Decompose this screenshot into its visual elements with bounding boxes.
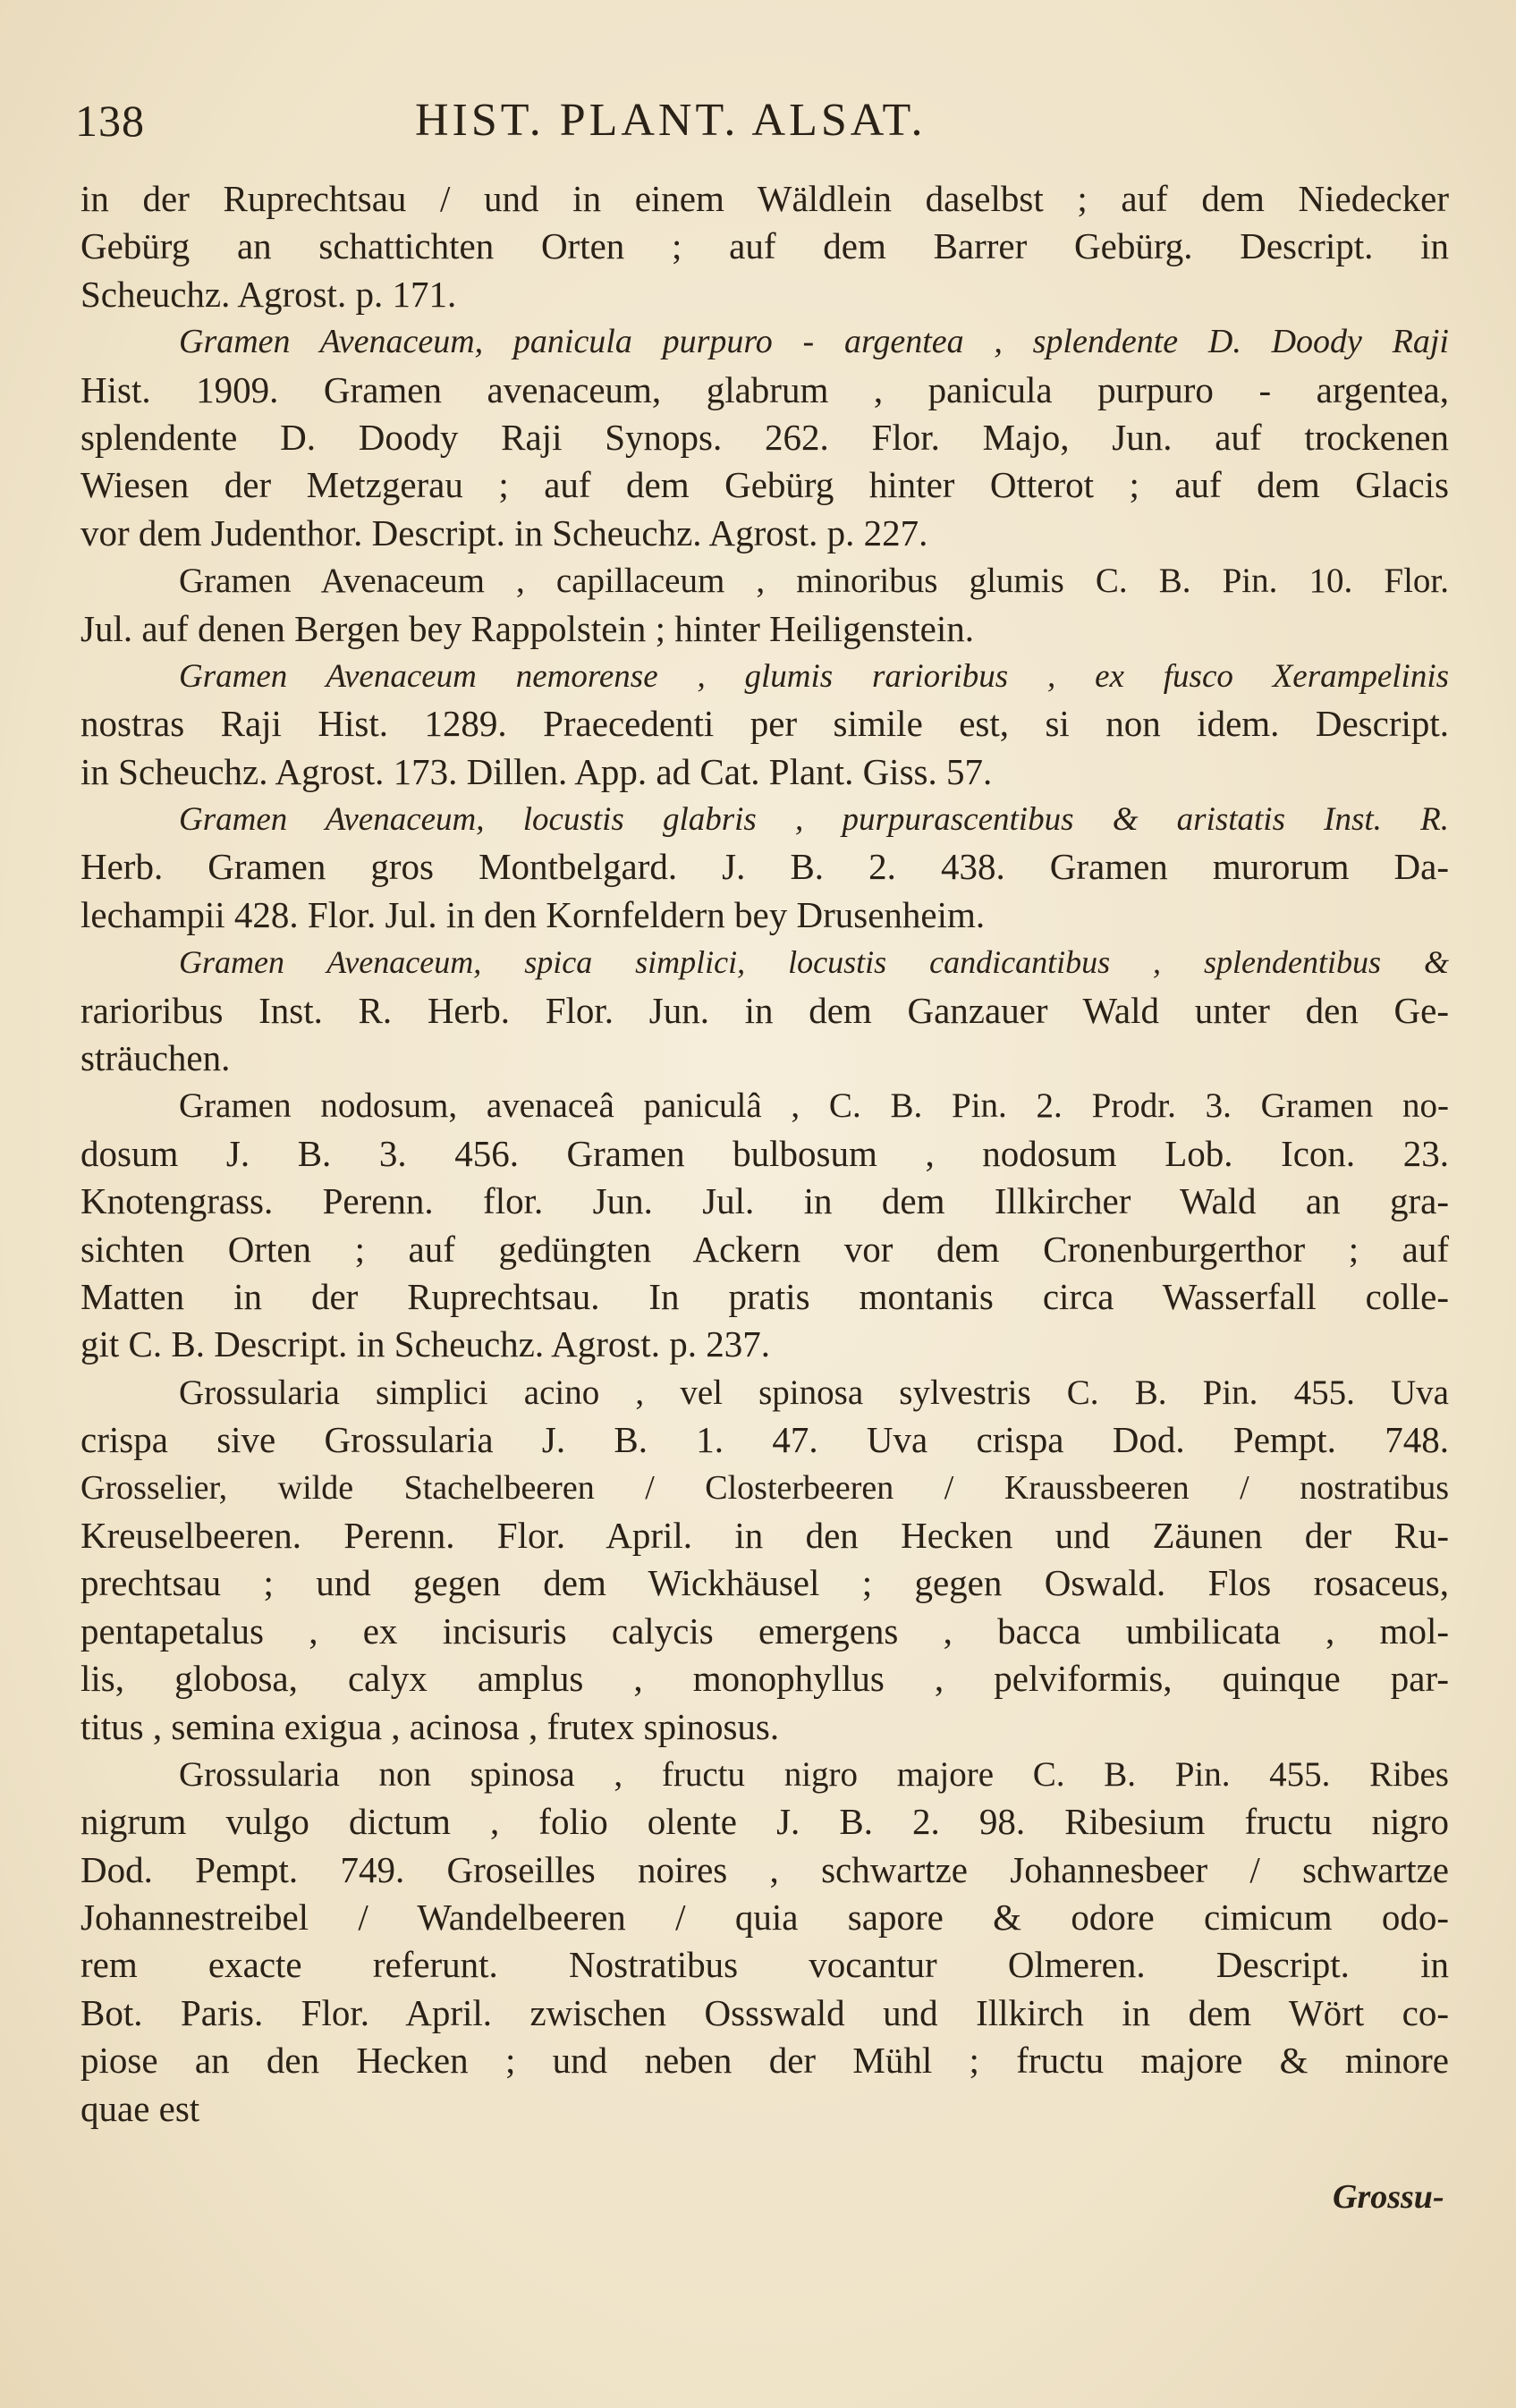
text-line: Johannestreibel / Wandelbeeren / quia sapore & odore cimicum odo- <box>80 1897 1449 1939</box>
text-line: sträuchen. <box>80 1037 231 1079</box>
text-line: prechtsau ; und gegen dem Wickhäusel ; gegen Oswald. Flos rosaceus, <box>80 1562 1449 1604</box>
text-line: dosum J. B. 3. 456. Gramen bulbosum , nodosum Lob. Icon. 23. <box>80 1132 1449 1174</box>
text-line: nigrum vulgo dictum , folio olente J. B. 2. 98. Ribesium fructu nigro <box>80 1801 1449 1843</box>
text-line: Jul. auf denen Bergen bey Rappolstein ; hinter Heiligenstein. <box>80 607 974 649</box>
text-line: nostras Raji Hist. 1289. Praecedenti per simile est, si non idem. Descript. <box>80 703 1449 745</box>
text-line: Grosselier, wilde Stachelbeeren / Closterbeeren / Kraussbeeren / nostratibus <box>80 1468 1449 1507</box>
catchword: Grossu- <box>1333 2178 1444 2216</box>
body-text <box>80 175 1449 2133</box>
text-line: rem exacte referunt. Nostratibus vocantur Olmeren. Descript. in <box>80 1944 1449 1986</box>
text-line: Wiesen der Metzgerau ; auf dem Gebürg hinter Otterot ; auf dem Glacis <box>80 464 1449 506</box>
text-line: Hist. 1909. Gramen avenaceum, glabrum , panicula purpuro - argentea, <box>80 368 1449 410</box>
text-line: sichten Orten ; auf gedüngten Ackern vor dem Cronenburgerthor ; auf <box>80 1228 1449 1270</box>
running-head: HIST. PLANT. ALSAT. <box>415 95 927 146</box>
page-number: 138 <box>75 96 145 146</box>
text-line: Bot. Paris. Flor. April. zwischen Ossswald und Illkirch in dem Wört co- <box>80 1991 1449 2033</box>
text-line: pentapetalus , ex incisuris calycis emergens , bacca umbilicata , mol- <box>80 1610 1449 1652</box>
text-line: splendente D. Doody Raji Synops. 262. Flor. Majo, Jun. auf trockenen <box>80 416 1449 458</box>
text-line: Dod. Pempt. 749. Groseilles noires , schwartze Johannesbeer / schwartze <box>80 1848 1449 1890</box>
text-line: Kreuselbeeren. Perenn. Flor. April. in den Hecken und Zäunen der Ru- <box>80 1514 1449 1556</box>
text-line: crispa sive Grossularia J. B. 1. 47. Uva crispa Dod. Pempt. 748. <box>80 1419 1449 1461</box>
text-line: lechampii 428. Flor. Jul. in den Kornfeldern bey Drusenheim. <box>80 893 986 935</box>
text-line: Herb. Gramen gros Montbelgard. J. B. 2. 438. Gramen murorum Da- <box>80 846 1449 888</box>
text-line: Matten in der Ruprechtsau. In pratis montanis circa Wasserfall colle- <box>80 1275 1449 1317</box>
text-line: piose an den Hecken ; und neben der Mühl ; fructu majore & minore <box>80 2040 1449 2082</box>
text-line: Knotengrass. Perenn. flor. Jun. Jul. in dem Illkircher Wald an gra- <box>80 1180 1449 1222</box>
text-line: in der Ruprechtsau / und in einem Wäldlein daselbst ; auf dem Niedecker <box>80 178 1449 219</box>
text-line: Gramen Avenaceum, locustis glabris , purpurascentibus & aristatis Inst. R. <box>179 801 1449 839</box>
text-line: Gramen nodosum, avenaceâ paniculâ , C. B. Pin. 2. Prodr. 3. Gramen no- <box>179 1086 1449 1126</box>
text-line: Gramen Avenaceum , capillaceum , minoribus glumis C. B. Pin. 10. Flor. <box>179 562 1449 601</box>
text-line: Gramen Avenaceum, spica simplici, locustis candicantibus , splendentibus & <box>179 944 1449 981</box>
text-line: quae est <box>80 2087 200 2129</box>
text-line: titus , semina exigua , acinosa , frutex spinosus. <box>80 1705 780 1747</box>
text-line: Gramen Avenaceum, panicula purpuro - argentea , splendente D. Doody Raji <box>179 323 1449 361</box>
text-line: Scheuchz. Agrost. p. 171. <box>80 273 457 315</box>
text-line: in Scheuchz. Agrost. 173. Dillen. App. ad Cat. Plant. Giss. 57. <box>80 750 993 792</box>
text-line: Gebürg an schattichten Orten ; auf dem Barrer Gebürg. Descript. in <box>80 225 1449 267</box>
text-line: Gramen Avenaceum nemorense , glumis rarioribus , ex fusco Xerampelinis <box>179 657 1449 695</box>
text-line: Grossularia non spinosa , fructu nigro majore C. B. Pin. 455. Ribes <box>179 1754 1449 1794</box>
text-line: lis, globosa, calyx amplus , monophyllus , pelviformis, quinque par- <box>80 1658 1449 1700</box>
text-line: git C. B. Descript. in Scheuchz. Agrost. p. 237. <box>80 1323 770 1365</box>
page-header <box>75 89 1452 152</box>
text-line: rarioribus Inst. R. Herb. Flor. Jun. in dem Ganzauer Wald unter den Ge- <box>80 989 1449 1031</box>
text-line: vor dem Judenthor. Descript. in Scheuchz. Agrost. p. 227. <box>80 511 928 553</box>
text-line: Grossularia simplici acino , vel spinosa sylvestris C. B. Pin. 455. Uva <box>179 1373 1449 1412</box>
